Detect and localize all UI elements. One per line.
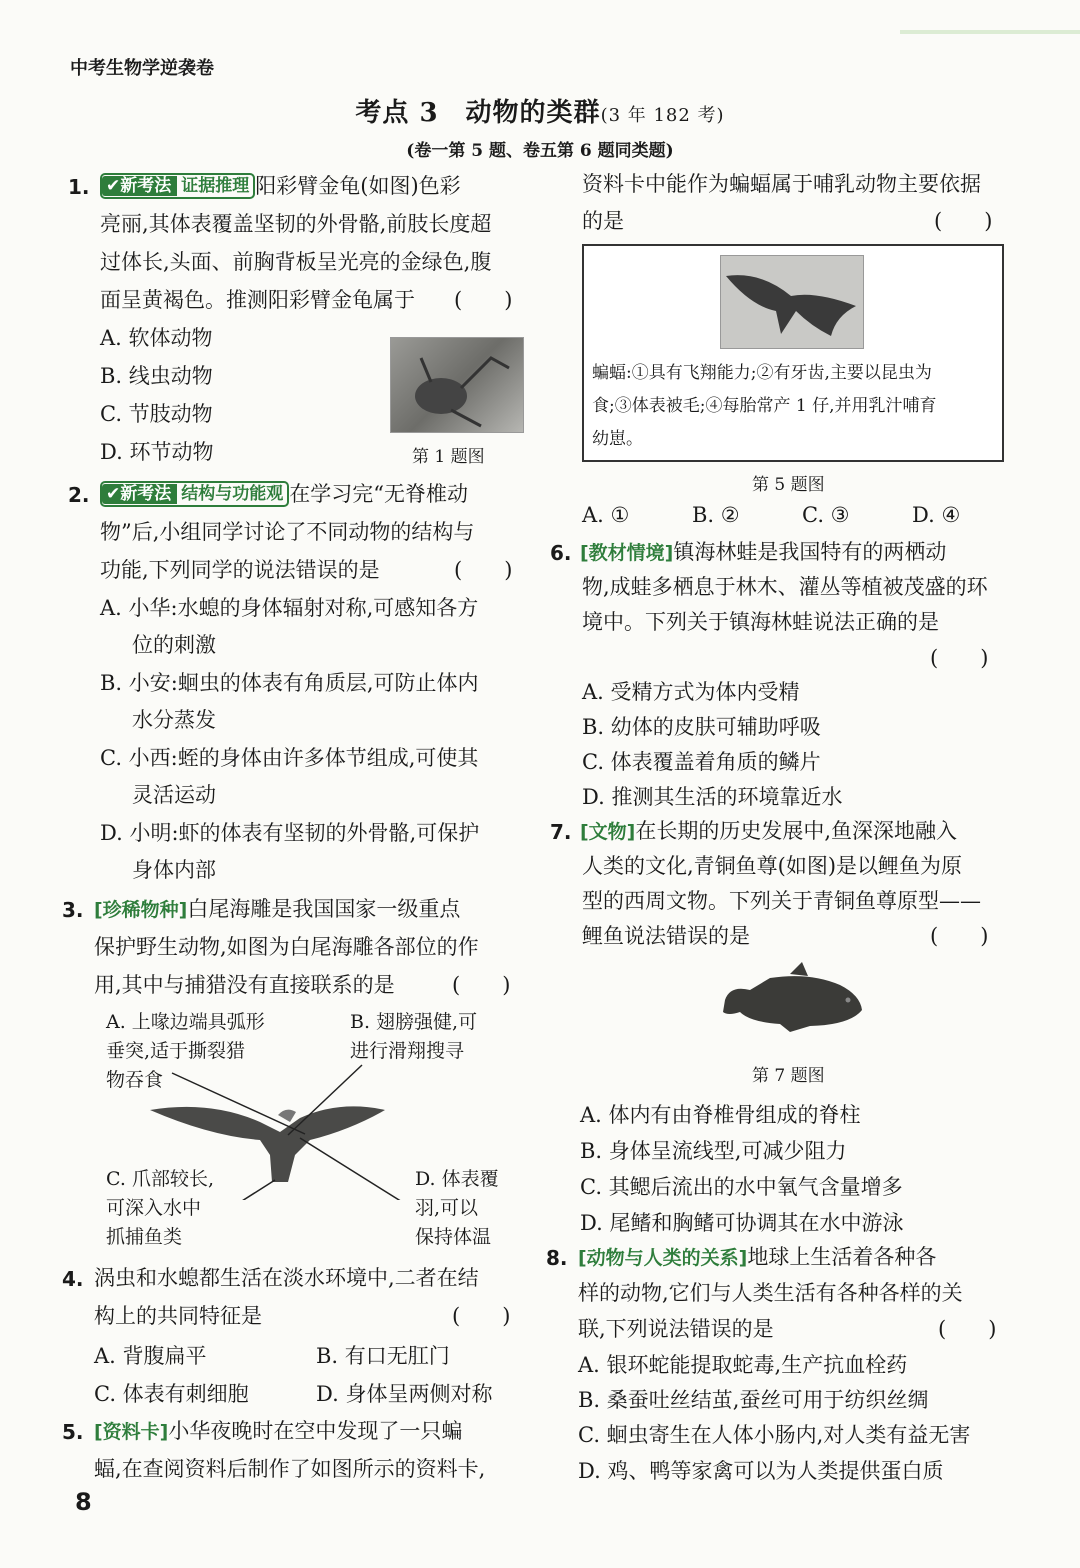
q8-option-c[interactable]: C. 蛔虫寄生在人体小肠内,对人类有益无害 xyxy=(578,1423,971,1447)
q2-option-c-cont: 灵活运动 xyxy=(132,783,216,807)
q2-line2: 物”后,小组同学讨论了不同动物的结构与 xyxy=(100,520,475,544)
q2-option-d[interactable]: D. 小明:虾的体表有坚韧的外骨骼,可保护 xyxy=(100,821,480,845)
card-line3: 幼崽。 xyxy=(592,429,643,449)
q1-line1 xyxy=(100,170,461,200)
bat-image xyxy=(721,256,863,348)
q2-tag-type: 结构与功能观 xyxy=(181,484,284,504)
q5-line2: 蝠,在查阅资料后制作了如图所示的资料卡, xyxy=(94,1457,486,1481)
q5-number: 5. xyxy=(62,1420,84,1444)
check-icon: ✔ xyxy=(106,176,121,196)
q5-line4: 的是 xyxy=(582,209,624,233)
q5-option-d[interactable]: D. ④ xyxy=(912,503,961,527)
q5-option-a[interactable]: A. ① xyxy=(582,503,630,527)
q1-tag-new: ✔新考法 xyxy=(102,176,177,196)
q5-tag: [资料卡] xyxy=(94,1421,169,1443)
book-header: 中考生物学逆袭卷 xyxy=(70,58,214,79)
q5-option-c[interactable]: C. ③ xyxy=(802,503,850,527)
q4-line2: 构上的共同特征是 xyxy=(94,1304,262,1328)
q7-text1: 在长期的历史发展中,鱼深深地融入 xyxy=(635,819,958,843)
q3-line1 xyxy=(94,893,460,923)
q6-line2: 物,成蛙多栖息于林木、灌丛等植被茂盛的环 xyxy=(582,575,988,599)
q2-tag xyxy=(100,481,289,507)
q3-line2: 保护野生动物,如图为白尾海雕各部位的作 xyxy=(94,935,479,959)
q1-caption: 第 1 题图 xyxy=(412,447,485,467)
bat-photo xyxy=(720,255,864,349)
q6-line1 xyxy=(580,536,946,566)
q5-line1 xyxy=(94,1415,462,1445)
q8-text1: 地球上生活着各种各 xyxy=(747,1245,937,1269)
q1-line2: 亮丽,其体表覆盖坚韧的外骨骼,前肢长度超 xyxy=(100,212,492,236)
top-decoration xyxy=(900,30,1080,34)
q3-text1: 白尾海雕是我国国家一级重点 xyxy=(187,897,461,921)
q5-text1: 小华夜晚时在空中发现了一只蝙 xyxy=(168,1419,463,1443)
q4-line1: 涡虫和水螅都生活在淡水环境中,二者在结 xyxy=(94,1266,479,1290)
q2-number: 2. xyxy=(68,483,90,507)
q2-option-a-cont: 位的刺激 xyxy=(132,633,216,657)
q5-caption: 第 5 题图 xyxy=(752,475,825,495)
q1-tag-type: 证据推理 xyxy=(181,176,250,196)
q3-option-b[interactable]: B. 翅膀强健,可 进行滑翔搜寻 xyxy=(350,1011,478,1062)
q7-option-b[interactable]: B. 身体呈流线型,可减少阻力 xyxy=(580,1139,847,1163)
q6-option-d[interactable]: D. 推测其生活的环境靠近水 xyxy=(582,785,843,809)
q4-option-d[interactable]: D. 身体呈两侧对称 xyxy=(316,1382,493,1406)
q1-number: 1. xyxy=(68,175,90,199)
q2-option-b-cont: 水分蒸发 xyxy=(132,708,216,732)
title-main: 考点 3 动物的类群 xyxy=(355,98,601,128)
page-title xyxy=(0,92,1080,129)
q4-answer-paren[interactable]: ( ) xyxy=(452,1304,511,1328)
q4-option-a[interactable]: A. 背腹扁平 xyxy=(94,1344,207,1368)
q1-text1: 阳彩臂金龟(如图)色彩 xyxy=(255,174,461,198)
q8-answer-paren[interactable]: ( ) xyxy=(938,1317,997,1341)
q2-option-d-cont: 身体内部 xyxy=(132,858,216,882)
q1-option-a[interactable]: A. 软体动物 xyxy=(100,326,213,350)
q8-line3: 联,下列说法错误的是 xyxy=(578,1317,774,1341)
q8-number: 8. xyxy=(546,1246,568,1270)
q2-line3: 功能,下列同学的说法错误的是 xyxy=(100,558,380,582)
eagle-illustration xyxy=(140,1060,410,1200)
q2-option-b[interactable]: B. 小安:蛔虫的体表有角质层,可防止体内 xyxy=(100,671,479,695)
q7-option-c[interactable]: C. 其鳃后流出的水中氧气含量增多 xyxy=(580,1175,903,1199)
q1-option-b[interactable]: B. 线虫动物 xyxy=(100,364,213,388)
q7-option-a[interactable]: A. 体内有由脊椎骨组成的脊柱 xyxy=(580,1103,861,1127)
q1-tag xyxy=(100,173,255,199)
q7-line3: 型的西周文物。下列关于青铜鱼尊原型—— xyxy=(582,889,981,913)
q3-tag: [珍稀物种] xyxy=(94,899,188,921)
beetle-photo xyxy=(390,337,524,433)
q8-option-b[interactable]: B. 桑蚕吐丝结茧,蚕丝可用于纺织丝绸 xyxy=(578,1388,929,1412)
q3-option-d[interactable]: D. 体表覆 羽,可以 保持体温 xyxy=(415,1168,499,1248)
q8-option-d[interactable]: D. 鸡、鸭等家禽可以为人类提供蛋白质 xyxy=(578,1459,944,1483)
q6-text1: 镇海林蛙是我国特有的两栖动 xyxy=(673,540,947,564)
q7-option-d[interactable]: D. 尾鳍和胸鳍可协调其在水中游泳 xyxy=(580,1211,904,1235)
q7-caption: 第 7 题图 xyxy=(752,1066,825,1086)
q8-line1 xyxy=(578,1241,936,1271)
q2-option-c[interactable]: C. 小西:蛭的身体由许多体节组成,可使其 xyxy=(100,746,479,770)
card-line2: 食;③体表被毛;④每胎常产 1 仔,并用乳汁哺育 xyxy=(592,396,937,416)
page-subtitle: (卷一第 5 题、卷五第 6 题同类题) xyxy=(406,141,674,161)
q2-answer-paren[interactable]: ( ) xyxy=(454,558,513,582)
pointer-c xyxy=(212,1180,275,1200)
q2-tag-new: ✔新考法 xyxy=(102,484,177,504)
q6-option-b[interactable]: B. 幼体的皮肤可辅助呼吸 xyxy=(582,715,821,739)
q4-option-b[interactable]: B. 有口无肛门 xyxy=(316,1344,450,1368)
q7-answer-paren[interactable]: ( ) xyxy=(930,924,989,948)
q6-tag: [教材情境] xyxy=(580,542,674,564)
page-number: 8 xyxy=(75,1488,92,1516)
q6-line3: 境中。下列关于镇海林蛙说法正确的是 xyxy=(582,610,939,634)
q1-option-c[interactable]: C. 节肢动物 xyxy=(100,402,213,426)
check-icon: ✔ xyxy=(106,484,121,504)
q6-number: 6. xyxy=(550,541,572,565)
q4-option-c[interactable]: C. 体表有刺细胞 xyxy=(94,1382,249,1406)
q2-text1: 在学习完“无脊椎动 xyxy=(289,482,468,506)
q5-option-b[interactable]: B. ② xyxy=(692,503,740,527)
q7-number: 7. xyxy=(550,820,572,844)
q1-answer-paren[interactable]: ( ) xyxy=(454,288,513,312)
q4-number: 4. xyxy=(62,1267,84,1291)
q7-tag: [文物] xyxy=(580,821,636,843)
q1-option-d[interactable]: D. 环节动物 xyxy=(100,440,214,464)
q3-answer-paren[interactable]: ( ) xyxy=(452,973,511,997)
title-count: (3 年 182 考) xyxy=(600,105,725,126)
q1-line4: 面呈黄褐色。推测阳彩臂金龟属于 xyxy=(100,288,415,312)
q6-option-c[interactable]: C. 体表覆盖着角质的鳞片 xyxy=(582,750,821,774)
pointer-d xyxy=(300,1138,410,1200)
q3-number: 3. xyxy=(62,898,84,922)
q3-line3: 用,其中与捕猎没有直接联系的是 xyxy=(94,973,395,997)
q8-line2: 样的动物,它们与人类生活有各种各样的关 xyxy=(578,1281,963,1305)
q7-line4: 鲤鱼说法错误的是 xyxy=(582,924,750,948)
q7-line1 xyxy=(580,815,957,845)
q1-line3: 过体长,头面、前胸背板呈光亮的金绿色,腹 xyxy=(100,250,492,274)
q2-option-a[interactable]: A. 小华:水螅的身体辐射对称,可感知各方 xyxy=(100,596,479,620)
q2-line1 xyxy=(100,478,468,508)
q8-option-a[interactable]: A. 银环蛇能提取蛇毒,生产抗血栓药 xyxy=(578,1353,908,1377)
card-line1: 蝙蝠:①具有飞翔能力;②有牙齿,主要以昆虫为 xyxy=(592,363,932,383)
q7-line2: 人类的文化,青铜鱼尊(如图)是以鲤鱼为原 xyxy=(582,854,963,878)
q8-tag: [动物与人类的关系] xyxy=(578,1247,748,1269)
bronze-fish-vessel xyxy=(720,960,865,1040)
q5-line3: 资料卡中能作为蝙蝠属于哺乳动物主要依据 xyxy=(582,172,981,196)
q3-option-c[interactable]: C. 爪部较长, 可深入水中 抓捕鱼类 xyxy=(106,1168,214,1248)
q5-answer-paren[interactable]: ( ) xyxy=(934,209,993,233)
q3-option-a[interactable]: A. 上喙边端具弧形 垂突,适于撕裂猎 物吞食 xyxy=(106,1011,265,1091)
q6-answer-paren[interactable]: ( ) xyxy=(930,646,989,670)
q6-option-a[interactable]: A. 受精方式为体内受精 xyxy=(582,680,800,704)
beetle-image xyxy=(391,338,523,432)
